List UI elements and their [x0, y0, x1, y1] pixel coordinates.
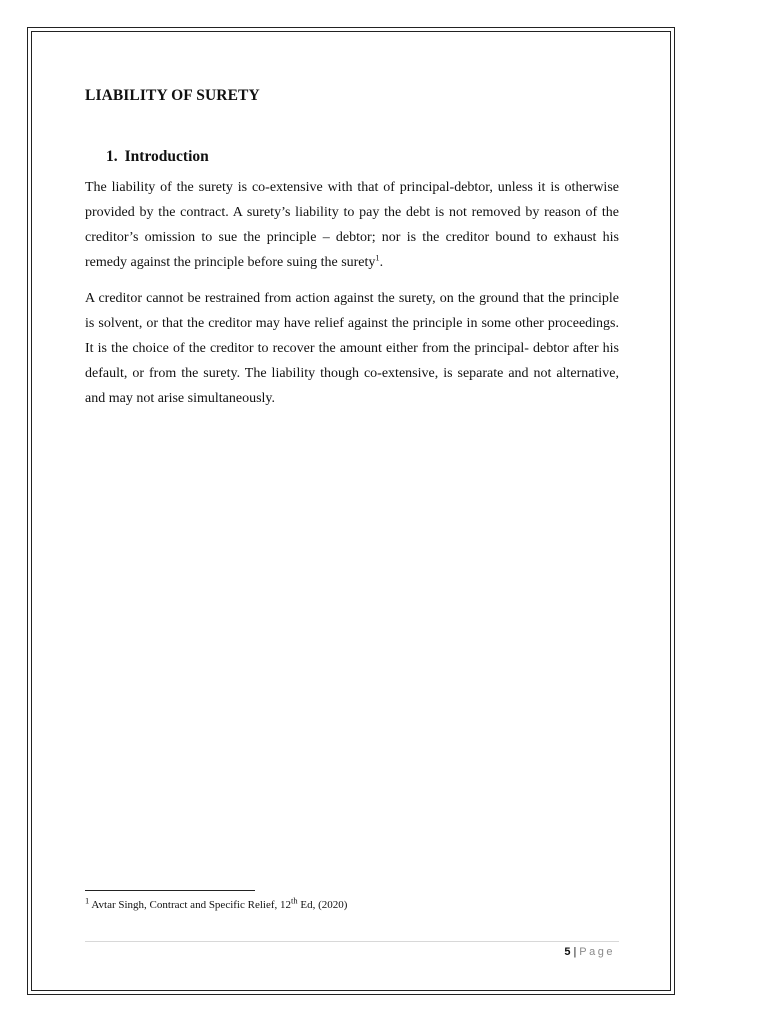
footnote-reference: 1: [375, 252, 380, 263]
paragraph-1: [85, 175, 619, 275]
footer-separator: [85, 941, 619, 942]
footnote-text: Avtar Singh, Contract and Specific Relief, 12: [91, 899, 291, 911]
paragraph-1-end: .: [379, 255, 384, 270]
section-number: 1.: [106, 148, 118, 165]
section-heading-text: Introduction: [124, 148, 209, 165]
page-number-separator: |: [573, 946, 577, 958]
document-title: LIABILITY OF SURETY: [85, 87, 260, 104]
footnote: [85, 897, 347, 913]
footnote-marker: 1: [85, 895, 90, 906]
paragraph-2: A creditor cannot be restrained from action against the surety, on the ground that the principle is solvent, or that the creditor may have relief against the principle in some other proceedings. It is the choice of the creditor to recover the amount either from the principal- debtor after his default, or from the surety. The liability though co-extensive, is separate and not alternative, and may not arise simultaneously.: [85, 291, 619, 406]
page-label: Page: [579, 946, 615, 958]
section-heading: [106, 148, 209, 166]
paragraph-1-text: The liability of the surety is co-extensive with that of principal-debtor, unless it is otherwise provided by the contract. A surety’s liability to pay the debt is not removed by reason of the creditor’s omission to sue the principle – debtor; nor is the creditor bound to exhaust his remedy against the principle before suing the surety: [85, 180, 619, 270]
page-footer: [564, 944, 615, 960]
footnote-ordinal-suffix: th: [291, 895, 298, 906]
footnote-text-end: Ed, (2020): [297, 899, 348, 911]
footnote-separator: [85, 890, 255, 891]
page-number: 5: [564, 946, 571, 958]
